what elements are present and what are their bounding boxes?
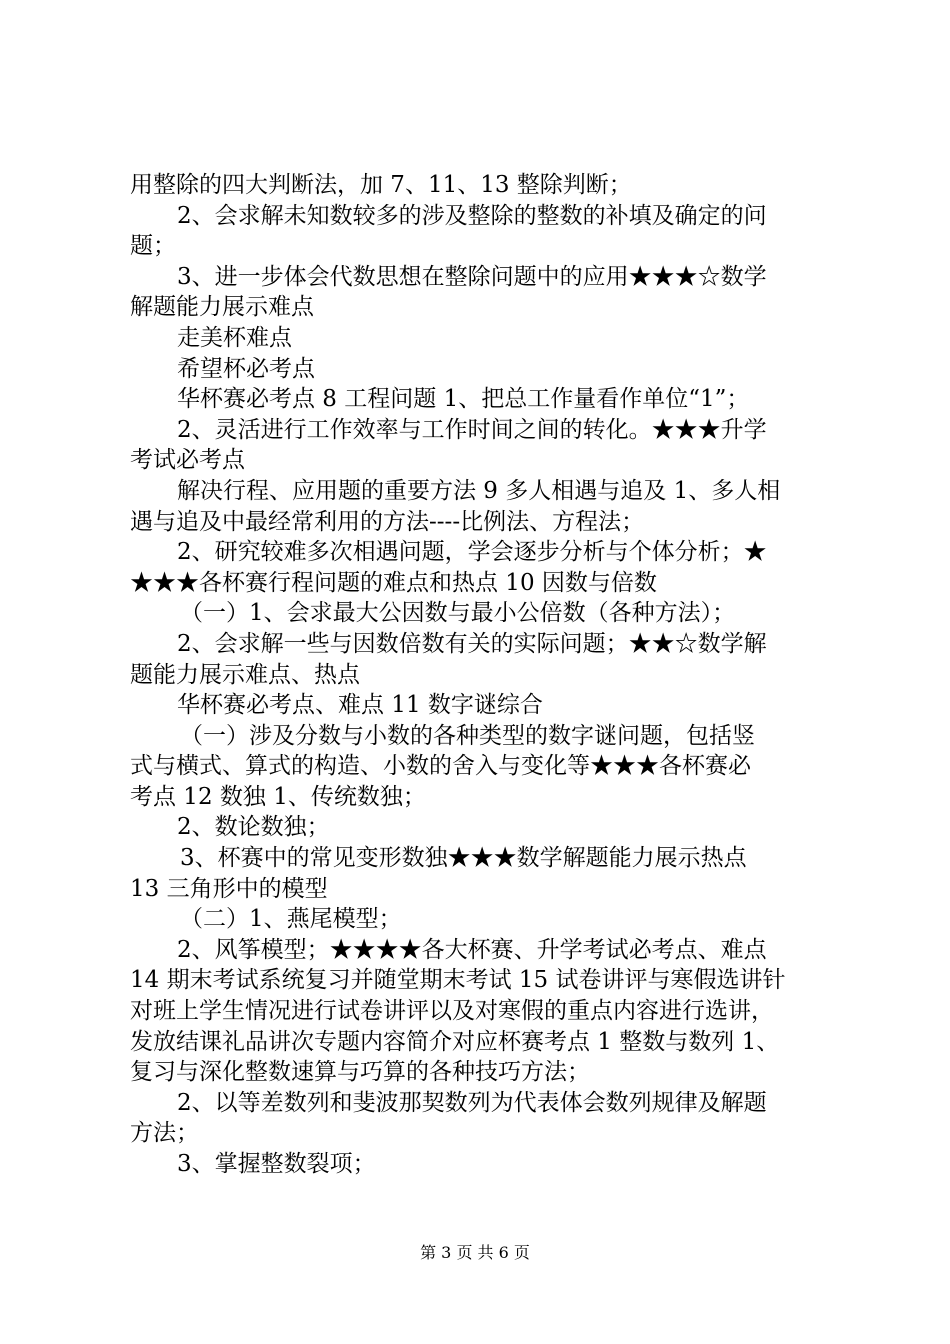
text-line: 用整除的四大判断法，加 7、11、13 整除判断； <box>130 172 632 198</box>
text-line: 2、灵活进行工作效率与工作时间之间的转化。★★★升学 <box>177 416 767 443</box>
text-line: 走美杯难点 <box>177 324 292 351</box>
text-line: 方法； <box>130 1120 199 1147</box>
text-line: 遇与追及中最经常利用的方法----比例法、方程法； <box>130 508 645 535</box>
text-line: 2、数论数独； <box>177 814 330 841</box>
text-line: 复习与深化整数速算与巧算的各种技巧方法； <box>130 1059 590 1086</box>
text-line: 3、掌握整数裂项； <box>177 1151 376 1177</box>
text-line: 2、会求解一些与因数倍数有关的实际问题；★★☆数学解 <box>177 630 767 657</box>
body-text <box>130 170 835 1180</box>
text-line: 希望杯必考点 <box>177 355 315 382</box>
text-line: 解题能力展示难点 <box>130 294 314 321</box>
text-line: 华杯赛必考点 8 工程问题 1、把总工作量看作单位“1”； <box>177 386 750 413</box>
text-line: 2、会求解未知数较多的涉及整除的整数的补填及确定的问 <box>177 202 767 229</box>
text-line: 对班上学生情况进行试卷讲评以及对寒假的重点内容进行选讲， <box>130 998 774 1025</box>
text-line: 华杯赛必考点、难点 11 数字谜综合 <box>177 692 543 719</box>
text-line: 13 三角形中的模型 <box>130 875 328 902</box>
text-line: 考试必考点 <box>130 447 245 474</box>
text-line: 2、风筝模型；★★★★各大杯赛、升学考试必考点、难点 <box>177 936 767 963</box>
text-line: （一）涉及分数与小数的各种类型的数字谜问题，包括竖 <box>180 722 755 749</box>
text-line: 2、研究较难多次相遇问题，学会逐步分析与个体分析；★ <box>177 539 767 566</box>
text-line: （二）1、燕尾模型； <box>180 906 402 933</box>
text-line: 解决行程、应用题的重要方法 9 多人相遇与追及 1、多人相 <box>177 477 781 504</box>
text-line: 2、以等差数列和斐波那契数列为代表体会数列规律及解题 <box>177 1089 767 1116</box>
page-footer: 第 3 页 共 6 页 <box>420 1243 530 1262</box>
text-line: 发放结课礼品讲次专题内容简介对应杯赛考点 1 整数与数列 1、 <box>130 1028 780 1055</box>
text-line: 考点 12 数独 1、传统数独； <box>130 783 426 810</box>
text-line: 3、进一步体会代数思想在整除问题中的应用★★★☆数学 <box>177 263 767 290</box>
text-line: 题能力展示难点、热点 <box>130 661 360 688</box>
text-line: 3、杯赛中的常见变形数独★★★数学解题能力展示热点 <box>180 845 747 872</box>
text-line: ★★★各杯赛行程问题的难点和热点 10 因数与倍数 <box>130 569 657 596</box>
text-line: （一）1、会求最大公因数与最小公倍数（各种方法）； <box>180 600 736 627</box>
text-line: 式与横式、算式的构造、小数的舍入与变化等★★★各杯赛必 <box>130 753 751 780</box>
text-line: 14 期末考试系统复习并随堂期末考试 15 试卷讲评与寒假选讲针 <box>130 967 786 994</box>
text-line: 题； <box>130 233 176 260</box>
